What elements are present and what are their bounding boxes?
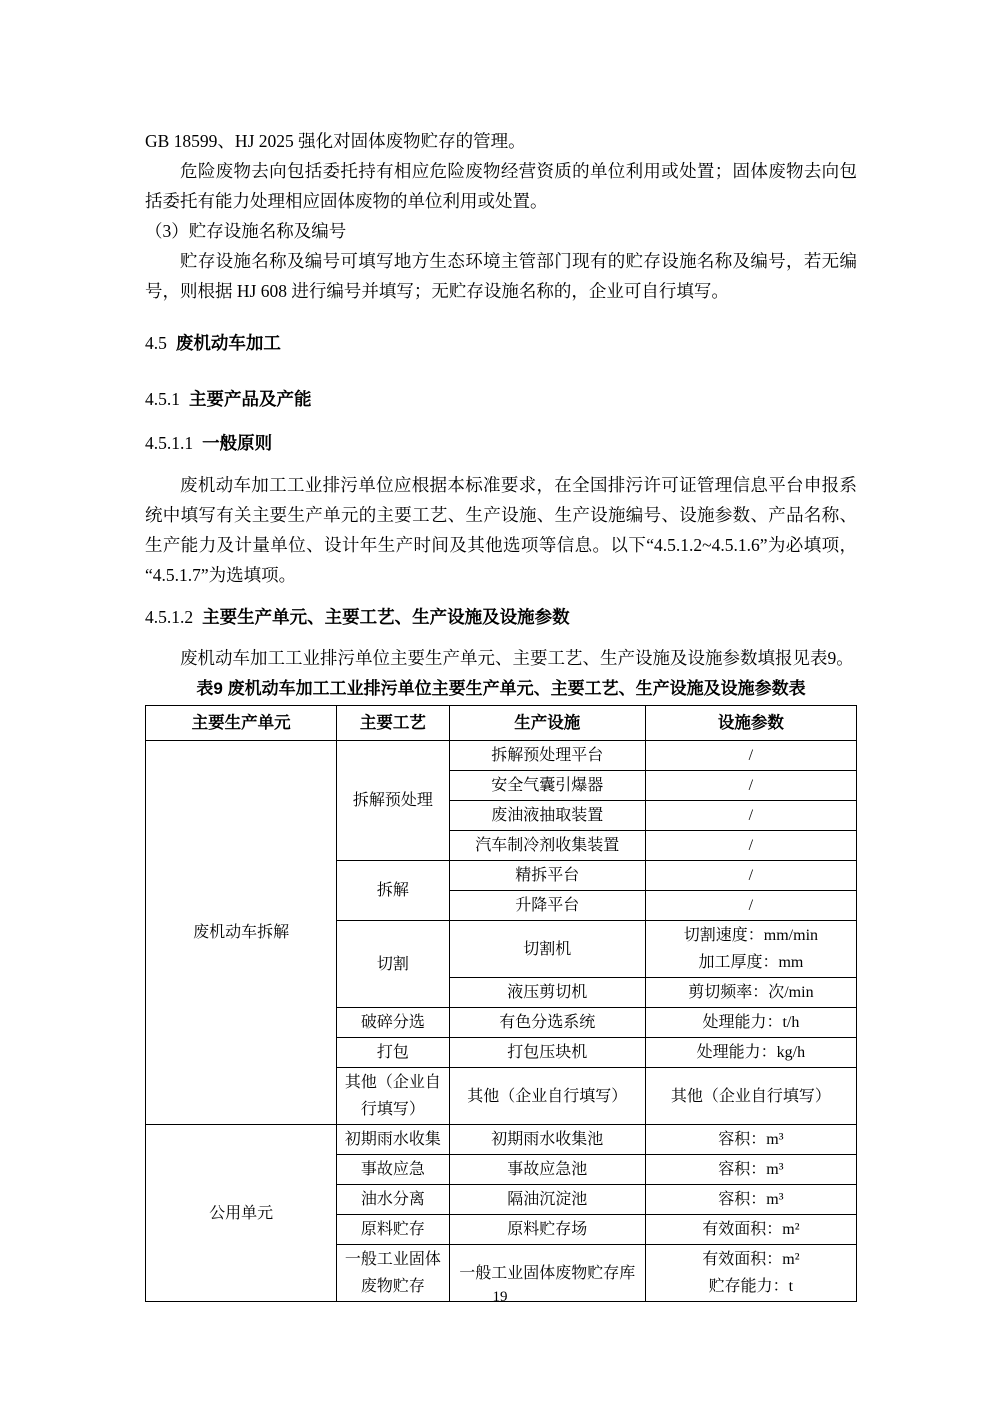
cell-parameter: 剪切频率：次/min bbox=[645, 978, 856, 1008]
section-number: 4.5 bbox=[145, 333, 167, 353]
parameter-line-1: 切割速度：mm/min bbox=[683, 927, 819, 944]
section-title: 一般原则 bbox=[202, 433, 273, 453]
cell-facility: 其他（企业自行填写） bbox=[449, 1068, 645, 1125]
cell-parameter: 其他（企业自行填写） bbox=[645, 1068, 856, 1125]
cell-facility: 精拆平台 bbox=[449, 861, 645, 891]
paragraph-hazardous-waste: 危险废物去向包括委托持有相应危险废物经营资质的单位利用或处置；固体废物去向包括委托有能力处理相应固体废物的单位利用或处置。 bbox=[145, 161, 857, 211]
cell-facility: 有色分选系统 bbox=[449, 1008, 645, 1038]
table-row bbox=[146, 741, 857, 771]
cell-facility: 汽车制冷剂收集装置 bbox=[449, 831, 645, 861]
paragraph-general-principle: 废机动车加工工业排污单位应根据本标准要求，在全国排污许可证管理信息平台申报系统中填写有关主要生产单元的主要工艺、生产设施、生产设施编号、设施参数、产品名称、生产能力及计量单位、设计年生产时间及其他选项等信息。以下“4.5.1.2~4.5.1.6”为必填项，“4.5.1.7”为选填项。 bbox=[145, 475, 857, 585]
cell-process: 事故应急 bbox=[337, 1155, 449, 1185]
cell-facility: 一般工业固体废物贮存库 bbox=[449, 1245, 645, 1302]
paragraph-table-reference: 废机动车加工工业排污单位主要生产单元、主要工艺、生产设施及设施参数填报见表9。 bbox=[180, 648, 854, 668]
column-header-facility: 生产设施 bbox=[449, 706, 645, 741]
section-heading-4-5 bbox=[145, 328, 857, 358]
cell-process: 初期雨水收集 bbox=[337, 1125, 449, 1155]
cell-parameter: / bbox=[645, 831, 856, 861]
cell-facility: 安全气囊引爆器 bbox=[449, 771, 645, 801]
cell-facility: 初期雨水收集池 bbox=[449, 1125, 645, 1155]
page-content bbox=[145, 126, 857, 1302]
cell-parameter: 处理能力：kg/h bbox=[645, 1038, 856, 1068]
table-header-row bbox=[146, 706, 857, 741]
cell-facility: 拆解预处理平台 bbox=[449, 741, 645, 771]
section-title: 废机动车加工 bbox=[175, 333, 281, 353]
parameter-line-2: 贮存能力：t bbox=[708, 1278, 794, 1295]
column-header-process: 主要工艺 bbox=[337, 706, 449, 741]
cell-process: 打包 bbox=[337, 1038, 449, 1068]
parameter-line-1: 有效面积：m² bbox=[702, 1251, 800, 1268]
cell-unit: 废机动车拆解 bbox=[146, 741, 337, 1125]
cell-facility: 切割机 bbox=[449, 921, 645, 978]
cell-facility: 升降平台 bbox=[449, 891, 645, 921]
cell-process: 原料贮存 bbox=[337, 1215, 449, 1245]
column-header-parameter: 设施参数 bbox=[645, 706, 856, 741]
cell-parameter: 容积：m³ bbox=[645, 1185, 856, 1215]
cell-unit: 公用单元 bbox=[146, 1125, 337, 1302]
column-header-main-unit: 主要生产单元 bbox=[146, 706, 337, 741]
table-row bbox=[146, 1125, 857, 1155]
cell-facility: 原料贮存场 bbox=[449, 1215, 645, 1245]
section-title: 主要产品及产能 bbox=[189, 389, 312, 409]
cell-parameter: / bbox=[645, 891, 856, 921]
cell-process: 油水分离 bbox=[337, 1185, 449, 1215]
cell-parameter: 有效面积：m² bbox=[645, 1215, 856, 1245]
cell-facility: 废油液抽取装置 bbox=[449, 801, 645, 831]
paragraph-continuation: GB 18599、HJ 2025 强化对固体废物贮存的管理。 bbox=[145, 131, 526, 151]
cell-facility: 打包压块机 bbox=[449, 1038, 645, 1068]
table-caption: 表9 废机动车加工工业排污单位主要生产单元、主要工艺、生产设施及设施参数表 bbox=[196, 679, 806, 698]
cell-facility: 隔油沉淀池 bbox=[449, 1185, 645, 1215]
cell-process: 破碎分选 bbox=[337, 1008, 449, 1038]
cell-parameter: / bbox=[645, 801, 856, 831]
page-number: 19 bbox=[492, 1289, 508, 1305]
paragraph-storage-naming: 贮存设施名称及编号可填写地方生态环境主管部门现有的贮存设施名称及编号，若无编号，则根据 HJ 608 进行编号并填写；无贮存设施名称的，企业可自行填写。 bbox=[145, 251, 857, 301]
cell-facility: 液压剪切机 bbox=[449, 978, 645, 1008]
cell-process: 其他（企业自行填写） bbox=[337, 1068, 449, 1125]
cell-parameter: / bbox=[645, 861, 856, 891]
section-number: 4.5.1.1 bbox=[145, 433, 194, 453]
cell-parameter: 容积：m³ bbox=[645, 1155, 856, 1185]
cell-process: 拆解预处理 bbox=[337, 741, 449, 861]
cell-facility: 事故应急池 bbox=[449, 1155, 645, 1185]
cell-parameter bbox=[645, 921, 856, 978]
list-item-3-heading: （3）贮存设施名称及编号 bbox=[145, 221, 347, 241]
production-units-table bbox=[145, 705, 857, 1302]
cell-parameter: / bbox=[645, 741, 856, 771]
section-number: 4.5.1 bbox=[145, 389, 180, 409]
cell-parameter: 容积：m³ bbox=[645, 1125, 856, 1155]
section-number: 4.5.1.2 bbox=[145, 607, 194, 627]
section-title: 主要生产单元、主要工艺、生产设施及设施参数 bbox=[202, 607, 570, 627]
section-heading-4-5-1 bbox=[145, 384, 857, 414]
cell-parameter: 处理能力：t/h bbox=[645, 1008, 856, 1038]
parameter-line-2: 加工厚度：mm bbox=[698, 954, 804, 971]
section-heading-4-5-1-1 bbox=[145, 428, 857, 458]
cell-process: 切割 bbox=[337, 921, 449, 1008]
section-heading-4-5-1-2 bbox=[145, 602, 857, 632]
cell-process: 一般工业固体废物贮存 bbox=[337, 1245, 449, 1302]
cell-parameter: / bbox=[645, 771, 856, 801]
cell-process: 拆解 bbox=[337, 861, 449, 921]
